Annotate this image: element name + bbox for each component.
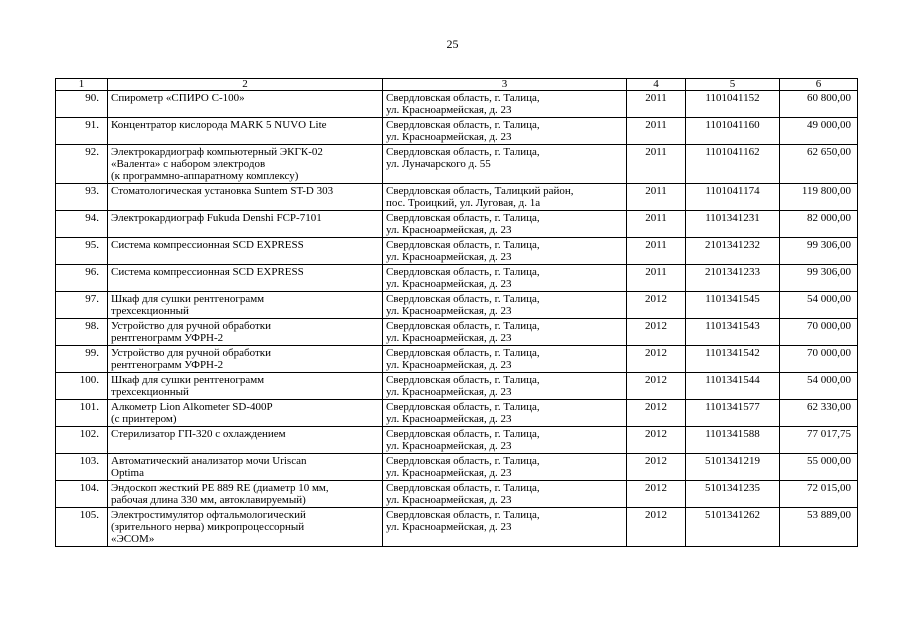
item-name-cell: Шкаф для сушки рентгенограмм трехсекционный — [108, 373, 383, 400]
year-cell: 2012 — [627, 319, 686, 346]
year-cell: 2011 — [627, 184, 686, 211]
row-number-cell: 90. — [56, 91, 108, 118]
item-name-cell: Концентратор кислорода MARK 5 NUVO Lite — [108, 118, 383, 145]
header-cell: 4 — [627, 79, 686, 91]
inventory-number-cell: 1101341542 — [686, 346, 780, 373]
row-number-cell: 100. — [56, 373, 108, 400]
item-name-cell: Стоматологическая установка Suntem ST-D 303 — [108, 184, 383, 211]
row-number-cell: 95. — [56, 238, 108, 265]
row-number-cell: 103. — [56, 454, 108, 481]
year-cell: 2011 — [627, 238, 686, 265]
inventory-number-cell: 1101041174 — [686, 184, 780, 211]
table-row — [56, 211, 858, 238]
inventory-number-cell: 1101341577 — [686, 400, 780, 427]
item-name-cell: Спирометр «СПИРО С-100» — [108, 91, 383, 118]
year-cell: 2012 — [627, 292, 686, 319]
inventory-number-cell: 1101341544 — [686, 373, 780, 400]
table-row — [56, 481, 858, 508]
cost-cell: 70 000,00 — [780, 319, 858, 346]
table-row — [56, 118, 858, 145]
inventory-number-cell: 1101341545 — [686, 292, 780, 319]
table-row — [56, 292, 858, 319]
cost-cell: 54 000,00 — [780, 373, 858, 400]
cost-cell: 82 000,00 — [780, 211, 858, 238]
row-number-cell: 104. — [56, 481, 108, 508]
address-cell: Свердловская область, г. Талица, ул. Красноармейская, д. 23 — [383, 346, 627, 373]
year-cell: 2012 — [627, 481, 686, 508]
cost-cell: 77 017,75 — [780, 427, 858, 454]
item-name-cell: Система компрессионная SCD EXPRESS — [108, 265, 383, 292]
year-cell: 2011 — [627, 118, 686, 145]
item-name-cell: Устройство для ручной обработки рентгенограмм УФРН-2 — [108, 346, 383, 373]
address-cell: Свердловская область, г. Талица, ул. Красноармейская, д. 23 — [383, 373, 627, 400]
address-cell: Свердловская область, г. Талица, ул. Красноармейская, д. 23 — [383, 427, 627, 454]
header-cell: 5 — [686, 79, 780, 91]
address-cell: Свердловская область, г. Талица, ул. Красноармейская, д. 23 — [383, 400, 627, 427]
year-cell: 2011 — [627, 145, 686, 184]
inventory-number-cell: 5101341219 — [686, 454, 780, 481]
cost-cell: 99 306,00 — [780, 238, 858, 265]
cost-cell: 119 800,00 — [780, 184, 858, 211]
address-cell: Свердловская область, г. Талица, ул. Красноармейская, д. 23 — [383, 454, 627, 481]
header-cell: 3 — [383, 79, 627, 91]
row-number-cell: 92. — [56, 145, 108, 184]
inventory-number-cell: 1101041160 — [686, 118, 780, 145]
year-cell: 2012 — [627, 346, 686, 373]
row-number-cell: 105. — [56, 508, 108, 547]
table-row — [56, 91, 858, 118]
address-cell: Свердловская область, Талицкий район, пос. Троицкий, ул. Луговая, д. 1а — [383, 184, 627, 211]
table-row — [56, 454, 858, 481]
item-name-cell: Система компрессионная SCD EXPRESS — [108, 238, 383, 265]
year-cell: 2011 — [627, 91, 686, 118]
inventory-number-cell: 1101041152 — [686, 91, 780, 118]
cost-cell: 54 000,00 — [780, 292, 858, 319]
inventory-number-cell: 1101341543 — [686, 319, 780, 346]
row-number-cell: 96. — [56, 265, 108, 292]
year-cell: 2012 — [627, 454, 686, 481]
row-number-cell: 97. — [56, 292, 108, 319]
address-cell: Свердловская область, г. Талица, ул. Красноармейская, д. 23 — [383, 319, 627, 346]
item-name-cell: Электростимулятор офтальмологический (зрительного нерва) микропроцессорный «ЭСОМ» — [108, 508, 383, 547]
cost-cell: 62 330,00 — [780, 400, 858, 427]
table-row — [56, 184, 858, 211]
address-cell: Свердловская область, г. Талица, ул. Красноармейская, д. 23 — [383, 265, 627, 292]
inventory-number-cell: 5101341262 — [686, 508, 780, 547]
table-row — [56, 400, 858, 427]
address-cell: Свердловская область, г. Талица, ул. Красноармейская, д. 23 — [383, 508, 627, 547]
table-row — [56, 238, 858, 265]
table-body — [56, 79, 858, 547]
address-cell: Свердловская область, г. Талица, ул. Красноармейская, д. 23 — [383, 481, 627, 508]
item-name-cell: Алкометр Lion Alkometer SD-400P (с принтером) — [108, 400, 383, 427]
address-cell: Свердловская область, г. Талица, ул. Красноармейская, д. 23 — [383, 211, 627, 238]
cost-cell: 60 800,00 — [780, 91, 858, 118]
year-cell: 2012 — [627, 508, 686, 547]
cost-cell: 62 650,00 — [780, 145, 858, 184]
item-name-cell: Электрокардиограф компьютерный ЭКГК-02 «Валента» с набором электродов (к программно-аппаратному комплексу) — [108, 145, 383, 184]
property-table — [55, 78, 858, 547]
inventory-number-cell: 5101341235 — [686, 481, 780, 508]
cost-cell: 53 889,00 — [780, 508, 858, 547]
item-name-cell: Электрокардиограф Fukuda Denshi FCP-7101 — [108, 211, 383, 238]
header-cell: 2 — [108, 79, 383, 91]
row-number-cell: 102. — [56, 427, 108, 454]
item-name-cell: Устройство для ручной обработки рентгенограмм УФРН-2 — [108, 319, 383, 346]
address-cell: Свердловская область, г. Талица, ул. Луначарского д. 55 — [383, 145, 627, 184]
inventory-number-cell: 1101341231 — [686, 211, 780, 238]
table-row — [56, 265, 858, 292]
row-number-cell: 99. — [56, 346, 108, 373]
year-cell: 2011 — [627, 211, 686, 238]
row-number-cell: 101. — [56, 400, 108, 427]
row-number-cell: 98. — [56, 319, 108, 346]
table-row — [56, 145, 858, 184]
table-header-row — [56, 79, 858, 91]
cost-cell: 70 000,00 — [780, 346, 858, 373]
table-row — [56, 427, 858, 454]
row-number-cell: 93. — [56, 184, 108, 211]
year-cell: 2012 — [627, 400, 686, 427]
table-row — [56, 508, 858, 547]
cost-cell: 55 000,00 — [780, 454, 858, 481]
table-row — [56, 319, 858, 346]
row-number-cell: 94. — [56, 211, 108, 238]
year-cell: 2012 — [627, 427, 686, 454]
inventory-number-cell: 2101341232 — [686, 238, 780, 265]
page-number: 25 — [446, 37, 459, 51]
table-row — [56, 373, 858, 400]
cost-cell: 72 015,00 — [780, 481, 858, 508]
inventory-number-cell: 1101341588 — [686, 427, 780, 454]
item-name-cell: Шкаф для сушки рентгенограмм трехсекционный — [108, 292, 383, 319]
item-name-cell: Автоматический анализатор мочи Uriscan Optima — [108, 454, 383, 481]
address-cell: Свердловская область, г. Талица, ул. Красноармейская, д. 23 — [383, 118, 627, 145]
item-name-cell: Стерилизатор ГП-320 с охлаждением — [108, 427, 383, 454]
item-name-cell: Эндоскоп жесткий PE 889 RE (диаметр 10 мм, рабочая длина 330 мм, автоклавируемый) — [108, 481, 383, 508]
address-cell: Свердловская область, г. Талица, ул. Красноармейская, д. 23 — [383, 91, 627, 118]
header-cell: 6 — [780, 79, 858, 91]
year-cell: 2012 — [627, 373, 686, 400]
address-cell: Свердловская область, г. Талица, ул. Красноармейская, д. 23 — [383, 238, 627, 265]
year-cell: 2011 — [627, 265, 686, 292]
cost-cell: 99 306,00 — [780, 265, 858, 292]
address-cell: Свердловская область, г. Талица, ул. Красноармейская, д. 23 — [383, 292, 627, 319]
table-row — [56, 346, 858, 373]
header-cell: 1 — [56, 79, 108, 91]
inventory-number-cell: 2101341233 — [686, 265, 780, 292]
cost-cell: 49 000,00 — [780, 118, 858, 145]
row-number-cell: 91. — [56, 118, 108, 145]
inventory-number-cell: 1101041162 — [686, 145, 780, 184]
